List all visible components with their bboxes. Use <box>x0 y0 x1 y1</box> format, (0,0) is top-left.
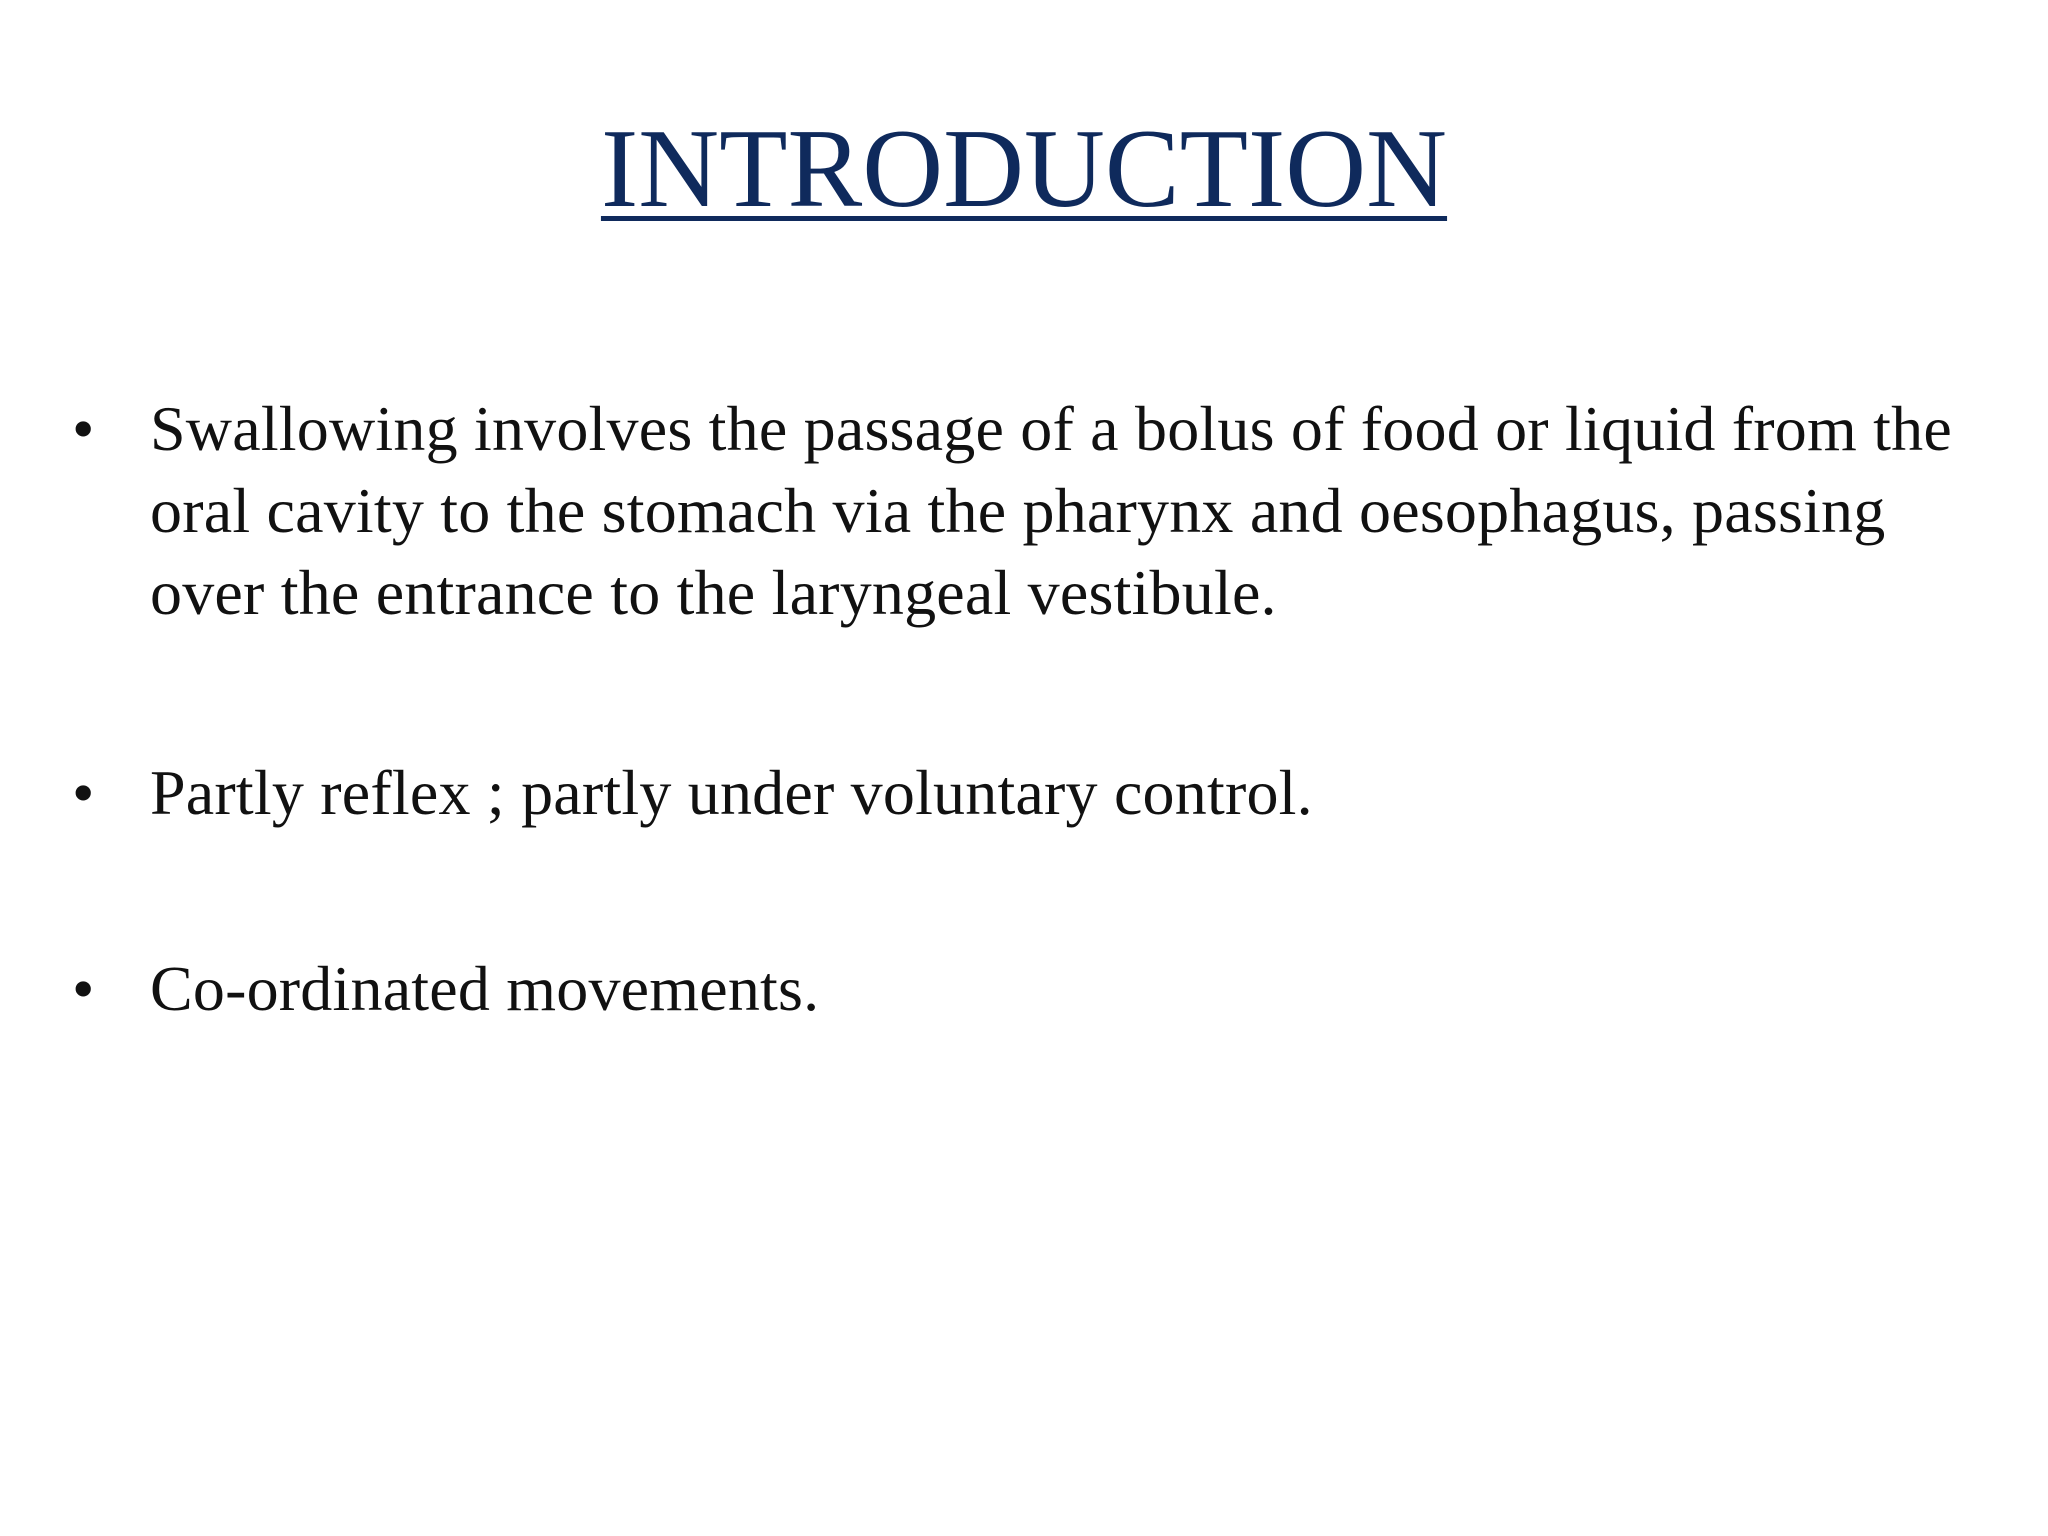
bullet-text: Partly reflex ; partly under voluntary control. <box>150 757 1313 828</box>
slide-title-text: INTRODUCTION <box>600 107 1448 231</box>
bullet-icon: • <box>72 953 95 1024</box>
slide-title <box>0 108 2048 231</box>
bullet-icon: • <box>72 757 95 828</box>
bullet-text: Swallowing involves the passage of a bolus of food or liquid from the oral cavity to the stomach via the pharynx and oesophagus, passing over the entrance to the laryngeal vestibule. <box>150 393 1952 628</box>
bullet-text: Co-ordinated movements. <box>150 953 820 1024</box>
bullet-icon: • <box>72 393 95 464</box>
